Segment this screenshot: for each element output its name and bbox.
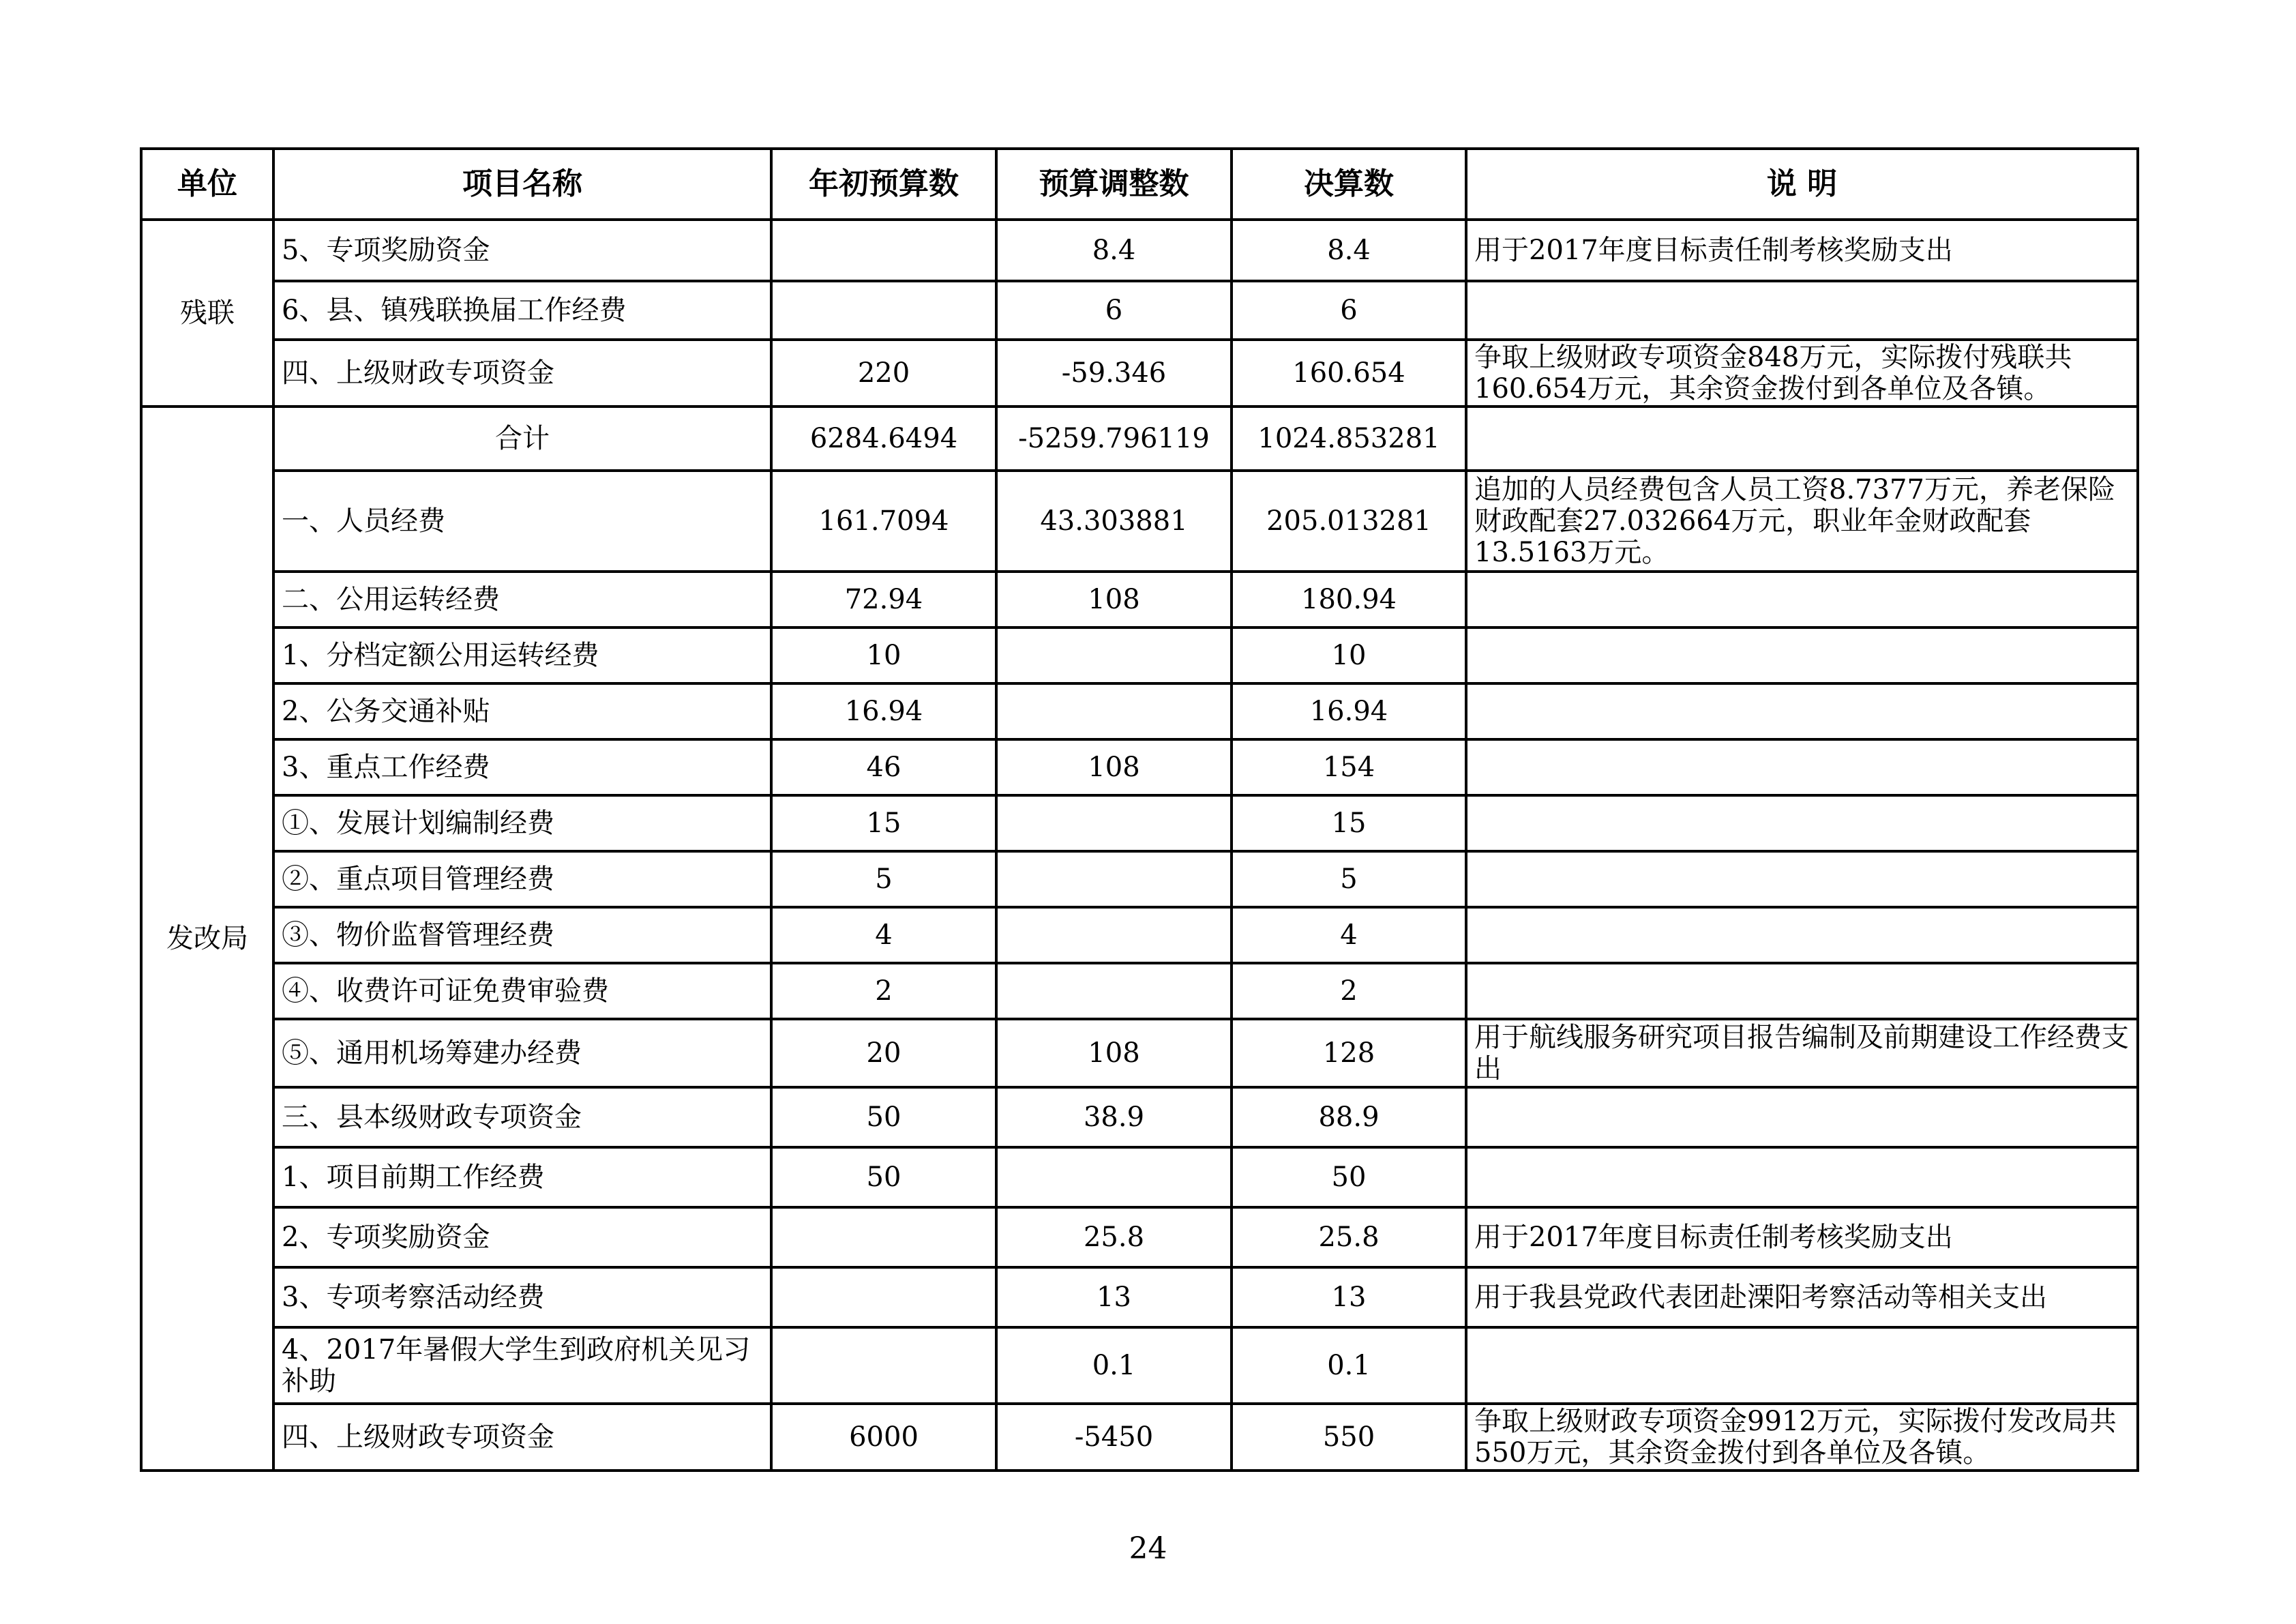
final-account-cell: 180.94	[1232, 572, 1466, 628]
final-account-cell: 13	[1232, 1267, 1466, 1327]
final-account-cell: 8.4	[1232, 220, 1466, 281]
project-name-cell: 二、公用运转经费	[273, 572, 771, 628]
initial-budget-cell: 50	[771, 1087, 996, 1147]
note-cell	[1466, 739, 2138, 795]
table-row	[141, 1267, 2138, 1327]
note-cell	[1466, 281, 2138, 340]
note-cell	[1466, 795, 2138, 851]
project-name-cell: 5、专项奖励资金	[273, 220, 771, 281]
table-row	[141, 628, 2138, 683]
note-cell: 追加的人员经费包含人员工资8.7377万元，养老保险财政配套27.032664万元，职业年金财政配套13.5163万元。	[1466, 471, 2138, 572]
final-account-cell: 10	[1232, 628, 1466, 683]
final-account-cell: 160.654	[1232, 340, 1466, 407]
initial-budget-cell: 5	[771, 851, 996, 907]
header-unit: 单位	[141, 149, 273, 220]
table-row	[141, 963, 2138, 1019]
final-account-cell: 1024.853281	[1232, 407, 1466, 471]
unit-cell-fagaiju: 发改局	[141, 407, 273, 1471]
header-note: 说 明	[1466, 149, 2138, 220]
project-name-cell: ②、重点项目管理经费	[273, 851, 771, 907]
final-account-cell: 550	[1232, 1404, 1466, 1471]
note-cell	[1466, 851, 2138, 907]
table-row	[141, 795, 2138, 851]
budget-adjustment-cell: 43.303881	[996, 471, 1232, 572]
budget-adjustment-cell: 13	[996, 1267, 1232, 1327]
note-cell: 争取上级财政专项资金848万元，实际拨付残联共160.654万元，其余资金拨付到各单位及各镇。	[1466, 340, 2138, 407]
initial-budget-cell: 20	[771, 1019, 996, 1087]
table-row	[141, 1019, 2138, 1087]
budget-adjustment-cell: 0.1	[996, 1327, 1232, 1404]
header-final-account: 决算数	[1232, 149, 1466, 220]
budget-adjustment-cell: -5259.796119	[996, 407, 1232, 471]
initial-budget-cell: 50	[771, 1147, 996, 1207]
initial-budget-cell: 72.94	[771, 572, 996, 628]
budget-adjustment-cell	[996, 628, 1232, 683]
initial-budget-cell: 220	[771, 340, 996, 407]
table-row	[141, 340, 2138, 407]
table-row	[141, 907, 2138, 963]
note-cell	[1466, 1087, 2138, 1147]
final-account-cell: 0.1	[1232, 1327, 1466, 1404]
header-project-name: 项目名称	[273, 149, 771, 220]
header-initial-budget: 年初预算数	[771, 149, 996, 220]
project-name-cell: 6、县、镇残联换届工作经费	[273, 281, 771, 340]
project-name-cell: ③、物价监督管理经费	[273, 907, 771, 963]
budget-adjustment-cell: 108	[996, 572, 1232, 628]
initial-budget-cell	[771, 1267, 996, 1327]
budget-adjustment-cell	[996, 1147, 1232, 1207]
table-row	[141, 1207, 2138, 1267]
project-name-cell: ①、发展计划编制经费	[273, 795, 771, 851]
project-name-cell: 合计	[273, 407, 771, 471]
final-account-cell: 4	[1232, 907, 1466, 963]
table-row	[141, 471, 2138, 572]
note-cell	[1466, 963, 2138, 1019]
initial-budget-cell	[771, 220, 996, 281]
note-cell	[1466, 1327, 2138, 1404]
initial-budget-cell: 15	[771, 795, 996, 851]
table-row	[141, 739, 2138, 795]
table-row	[141, 1327, 2138, 1404]
table-row	[141, 220, 2138, 281]
note-cell: 争取上级财政专项资金9912万元，实际拨付发改局共550万元，其余资金拨付到各单位及各镇。	[1466, 1404, 2138, 1471]
final-account-cell: 2	[1232, 963, 1466, 1019]
project-name-cell: 四、上级财政专项资金	[273, 340, 771, 407]
table-row	[141, 1404, 2138, 1471]
note-cell: 用于航线服务研究项目报告编制及前期建设工作经费支出	[1466, 1019, 2138, 1087]
budget-table	[140, 147, 2139, 1472]
project-name-cell: 2、专项奖励资金	[273, 1207, 771, 1267]
budget-adjustment-cell	[996, 963, 1232, 1019]
budget-adjustment-cell: -5450	[996, 1404, 1232, 1471]
project-name-cell: 三、县本级财政专项资金	[273, 1087, 771, 1147]
project-name-cell: 1、分档定额公用运转经费	[273, 628, 771, 683]
project-name-cell: 3、专项考察活动经费	[273, 1267, 771, 1327]
initial-budget-cell: 161.7094	[771, 471, 996, 572]
note-cell: 用于2017年度目标责任制考核奖励支出	[1466, 1207, 2138, 1267]
final-account-cell: 88.9	[1232, 1087, 1466, 1147]
note-cell	[1466, 907, 2138, 963]
note-cell	[1466, 1147, 2138, 1207]
final-account-cell: 154	[1232, 739, 1466, 795]
project-name-cell: 一、人员经费	[273, 471, 771, 572]
table-row	[141, 407, 2138, 471]
initial-budget-cell: 6284.6494	[771, 407, 996, 471]
budget-adjustment-cell	[996, 851, 1232, 907]
header-budget-adjustment: 预算调整数	[996, 149, 1232, 220]
initial-budget-cell	[771, 1327, 996, 1404]
table-row	[141, 851, 2138, 907]
initial-budget-cell	[771, 1207, 996, 1267]
final-account-cell: 5	[1232, 851, 1466, 907]
unit-cell-canlian: 残联	[141, 220, 273, 407]
project-name-cell: ④、收费许可证免费审验费	[273, 963, 771, 1019]
final-account-cell: 205.013281	[1232, 471, 1466, 572]
budget-adjustment-cell: 25.8	[996, 1207, 1232, 1267]
final-account-cell: 6	[1232, 281, 1466, 340]
project-name-cell: 3、重点工作经费	[273, 739, 771, 795]
budget-adjustment-cell: 108	[996, 739, 1232, 795]
table-row	[141, 572, 2138, 628]
final-account-cell: 128	[1232, 1019, 1466, 1087]
page-number: 24	[1129, 1531, 1167, 1566]
project-name-cell: 四、上级财政专项资金	[273, 1404, 771, 1471]
table-row	[141, 1147, 2138, 1207]
final-account-cell: 15	[1232, 795, 1466, 851]
note-cell	[1466, 572, 2138, 628]
budget-adjustment-cell: 38.9	[996, 1087, 1232, 1147]
initial-budget-cell: 2	[771, 963, 996, 1019]
initial-budget-cell: 10	[771, 628, 996, 683]
note-cell	[1466, 683, 2138, 739]
note-cell	[1466, 628, 2138, 683]
initial-budget-cell: 6000	[771, 1404, 996, 1471]
project-name-cell: 4、2017年暑假大学生到政府机关见习补助	[273, 1327, 771, 1404]
budget-adjustment-cell	[996, 795, 1232, 851]
budget-adjustment-cell: 6	[996, 281, 1232, 340]
initial-budget-cell: 46	[771, 739, 996, 795]
budget-adjustment-cell	[996, 907, 1232, 963]
initial-budget-cell: 16.94	[771, 683, 996, 739]
budget-adjustment-cell: 108	[996, 1019, 1232, 1087]
header-row	[141, 149, 2138, 220]
project-name-cell: 2、公务交通补贴	[273, 683, 771, 739]
final-account-cell: 16.94	[1232, 683, 1466, 739]
table-row	[141, 281, 2138, 340]
project-name-cell: 1、项目前期工作经费	[273, 1147, 771, 1207]
final-account-cell: 50	[1232, 1147, 1466, 1207]
budget-adjustment-cell: 8.4	[996, 220, 1232, 281]
initial-budget-cell: 4	[771, 907, 996, 963]
note-cell: 用于2017年度目标责任制考核奖励支出	[1466, 220, 2138, 281]
table-row	[141, 1087, 2138, 1147]
table-row	[141, 683, 2138, 739]
initial-budget-cell	[771, 281, 996, 340]
project-name-cell: ⑤、通用机场筹建办经费	[273, 1019, 771, 1087]
budget-adjustment-cell	[996, 683, 1232, 739]
budget-adjustment-cell: -59.346	[996, 340, 1232, 407]
note-cell: 用于我县党政代表团赴溧阳考察活动等相关支出	[1466, 1267, 2138, 1327]
final-account-cell: 25.8	[1232, 1207, 1466, 1267]
note-cell	[1466, 407, 2138, 471]
